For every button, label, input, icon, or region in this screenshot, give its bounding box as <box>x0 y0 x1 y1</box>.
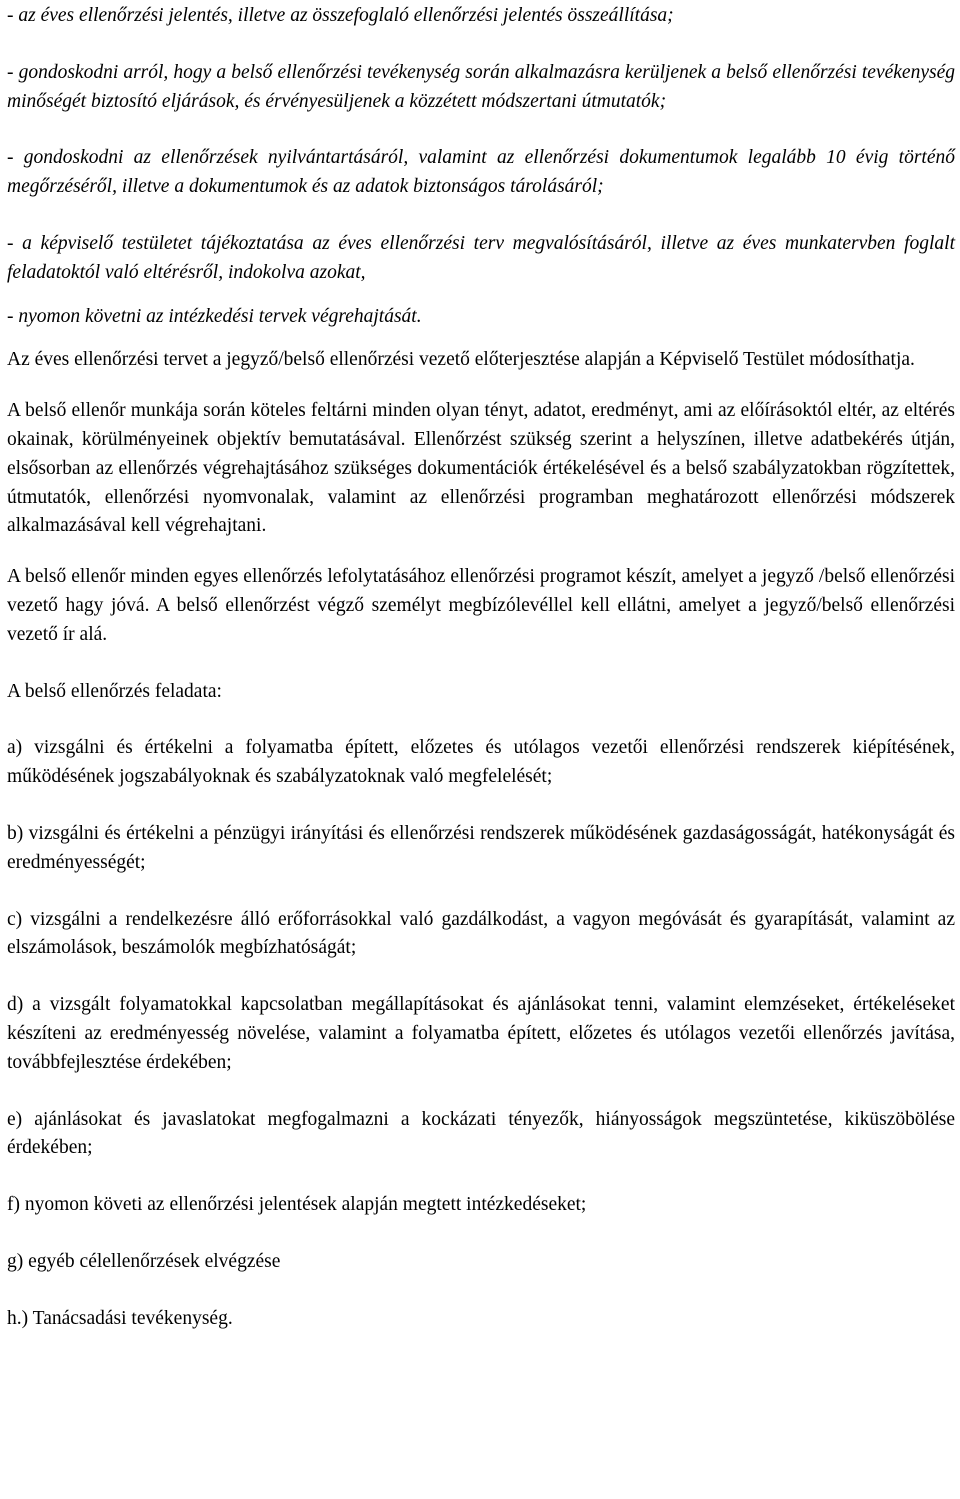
paragraph-board-information: - a képviselő testületet tájékoztatása az éves ellenőrzési terv megvalósításáról, illetve az éves munkatervben foglalt feladatoktól való eltérésről, indokolva azokat, <box>7 232 955 283</box>
document-page <box>7 2 955 1334</box>
paragraph-audit-program: A belső ellenőr minden egyes ellenőrzés lefolytatásához ellenőrzési programot készít, amelyet a jegyző /belső ellenőrzési vezető hagy jóvá. A belső ellenőrzést végző személyt megbízólevéllel kell ellátni, amelyet a jegyző/belső ellenőrzési vezető ír alá. <box>7 566 955 645</box>
paragraph-plan-modification: Az éves ellenőrzési tervet a jegyző/belső ellenőrzési vezető előterjesztése alapján a Képviselő Testület módosíthatja. <box>7 349 915 371</box>
task-item-g: g) egyéb célellenőrzések elvégzése <box>7 1250 281 1272</box>
task-item-c: c) vizsgálni a rendelkezésre álló erőforrásokkal való gazdálkodást, a vagyon megóvását és gyarapítását, valamint az elszámolások, beszámolók megbízhatóságát; <box>7 908 955 959</box>
paragraph-quality-procedures: - gondoskodni arról, hogy a belső ellenőrzési tevékenység során alkalmazásra kerüljenek a belső ellenőrzési tevékenység minőségét biztosító eljárások, és érvényesüljenek a közzétett módszertani útmutatók; <box>7 61 955 112</box>
paragraph-records-retention: - gondoskodni az ellenőrzések nyilvántartásáról, valamint az ellenőrzési dokumentumok legalább 10 évig történő megőrzéséről, illetve a dokumentumok és az adatok biztonságos tárolásáról; <box>7 147 955 198</box>
task-item-b: b) vizsgálni és értékelni a pénzügyi irányítási és ellenőrzési rendszerek működésének gazdaságosságát, hatékonyságát és eredményességét; <box>7 822 955 873</box>
task-item-a: a) vizsgálni és értékelni a folyamatba épített, előzetes és utólagos vezetői ellenőrzési rendszerek kiépítésének, működésének jogszabályoknak és szabályzatoknak való megfelelését; <box>7 737 955 788</box>
paragraph-action-plan-followup: - nyomon követni az intézkedési tervek végrehajtását. <box>7 305 422 327</box>
section-heading-tasks: A belső ellenőrzés feladata: <box>7 680 222 702</box>
task-item-e: e) ajánlásokat és javaslatokat megfogalmazni a kockázati tényezők, hiányosságok megszüntetése, kiküszöbölése érdekében; <box>7 1108 955 1159</box>
task-item-f: f) nyomon követi az ellenőrzési jelentések alapján megtett intézkedéseket; <box>7 1194 587 1216</box>
task-item-h: h.) Tanácsadási tevékenység. <box>7 1307 233 1329</box>
paragraph-auditor-duties: A belső ellenőr munkája során köteles feltárni minden olyan tényt, adatot, eredményt, ami az előírásoktól eltér, az eltérés okainak, körülményeinek objektív bemutatásával. Ellenőrzést szükség szerint a helyszínen, illetve adatbekérés útján, elsősorban az ellenőrzés végrehajtásához szükséges dokumentációk értékelésével és a belső szabályzatokban rögzítettek, útmutatók, ellenőrzési nyomvonalak, valamint az ellenőrzési programban meghatározott ellenőrzési módszerek alkalmazásával kell végrehajtani. <box>7 400 955 537</box>
task-item-d: d) a vizsgált folyamatokkal kapcsolatban megállapításokat és ajánlásokat tenni, valamint elemzéseket, értékeléseket készíteni az eredményesség növelése, valamint a folyamatba épített, előzetes és utólagos vezetői ellenőrzés javítása, továbbfejlesztése érdekében; <box>7 994 955 1073</box>
paragraph-annual-report: - az éves ellenőrzési jelentés, illetve az összefoglaló ellenőrzési jelentés összeállítása; <box>7 5 674 26</box>
